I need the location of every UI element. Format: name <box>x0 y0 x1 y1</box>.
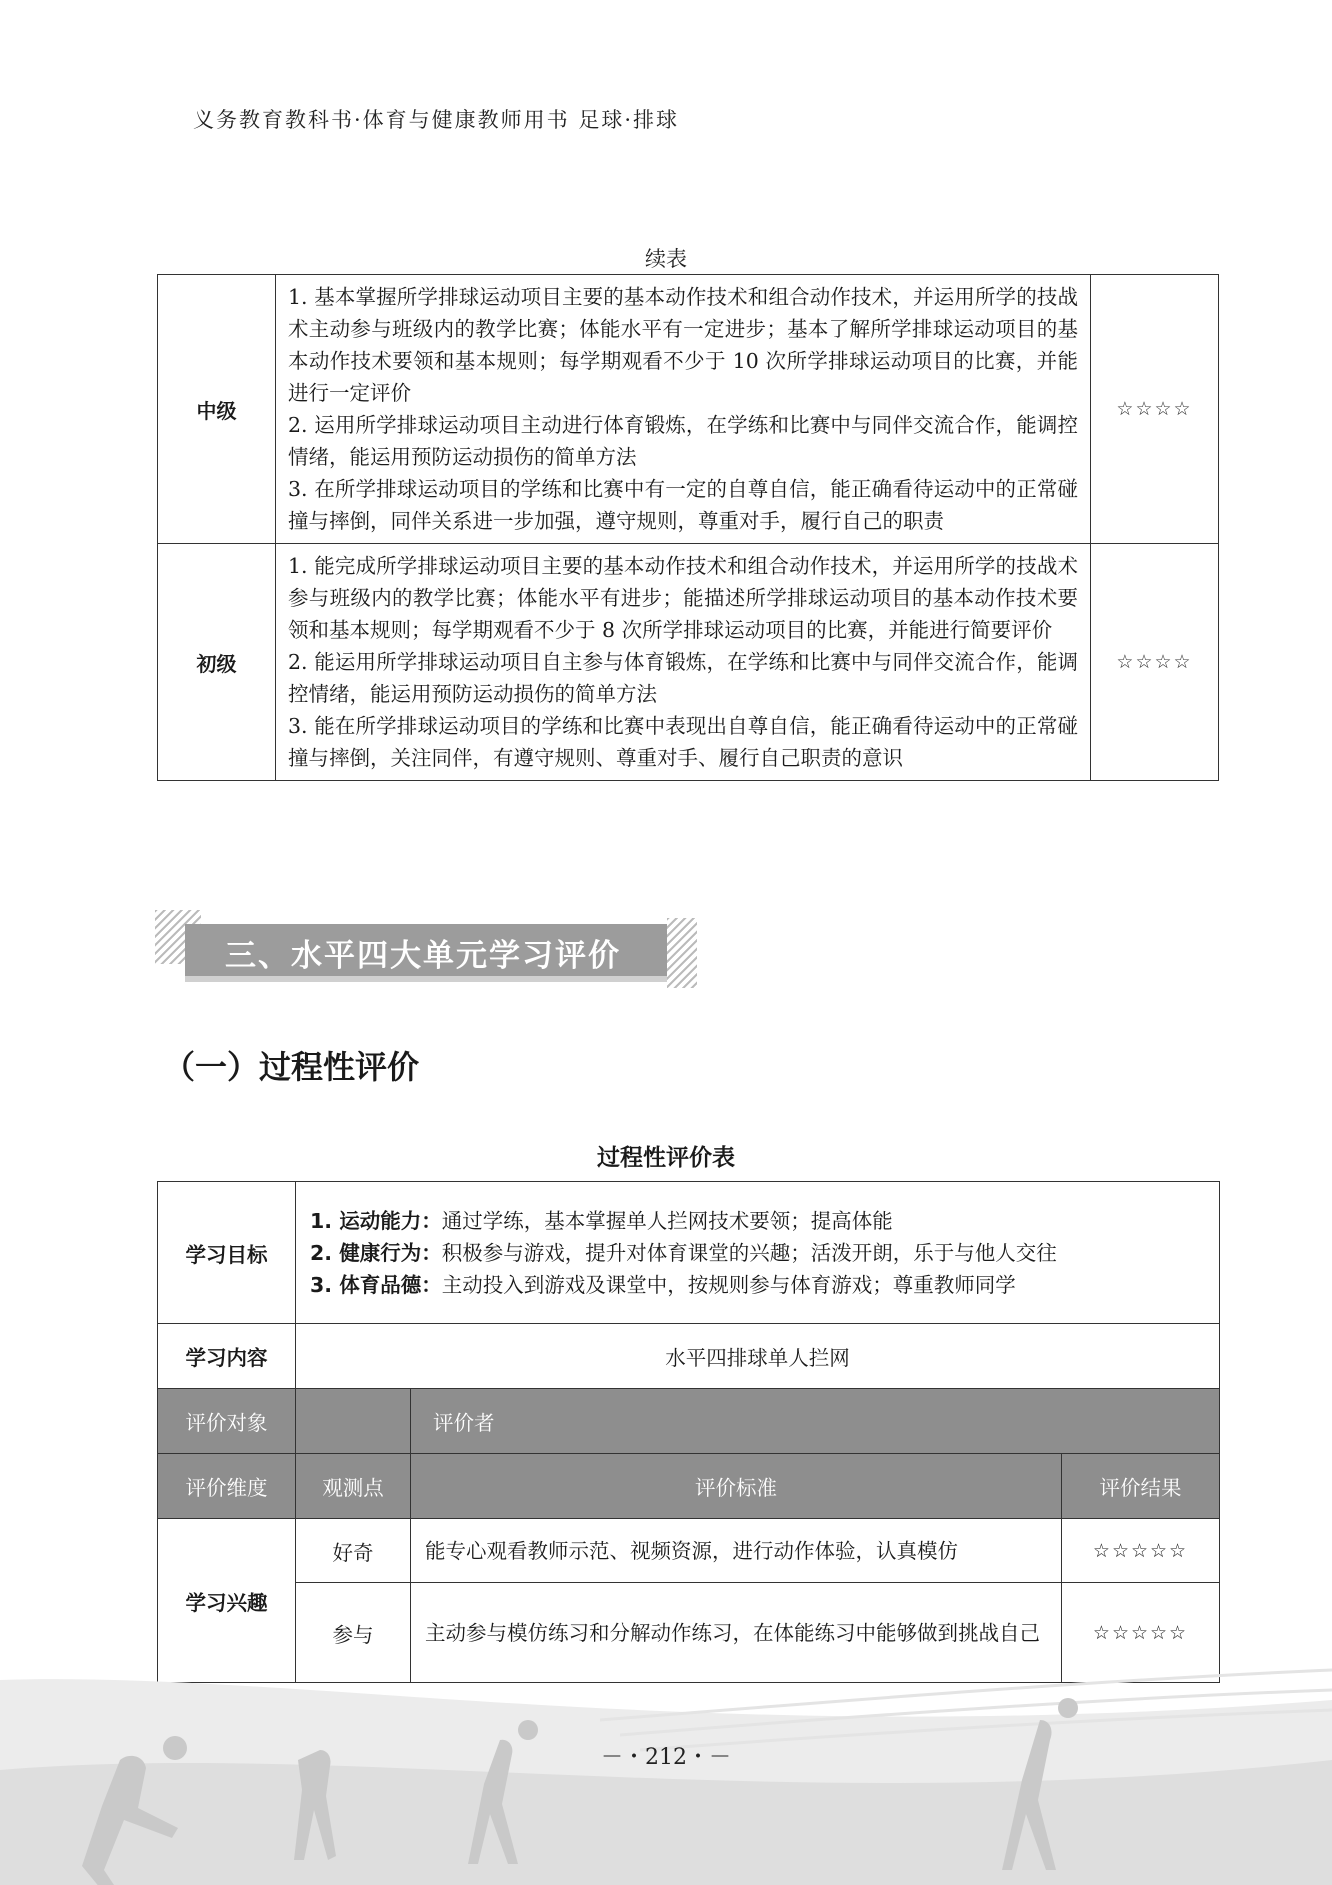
objective-item <box>310 1237 1205 1269</box>
objective-text: 主动投入到游戏及课堂中，按规则参与体育游戏；尊重教师同学 <box>441 1272 1016 1297</box>
content-label: 学习内容 <box>158 1324 296 1389</box>
evaluation-standard: 主动参与模仿练习和分解动作练习，在体能练习中能够做到挑战自己 <box>411 1583 1062 1683</box>
header-standard: 评价标准 <box>411 1454 1062 1519</box>
star-rating: ☆☆☆☆ <box>1091 544 1219 781</box>
objective-item <box>310 1269 1205 1301</box>
description-item: 2. 能运用所学排球运动项目自主参与体育锻炼，在学练和比赛中与同伴交流合作，能调控情绪，能运用预防运动损伤的简单方法 <box>288 650 1078 706</box>
table-row <box>158 1519 1220 1583</box>
running-header: 义务教育教科书·体育与健康教师用书 足球·排球 <box>193 108 680 132</box>
table-row <box>158 1182 1220 1324</box>
evaluator-label: 评价者 <box>433 1411 495 1435</box>
content-value: 水平四排球单人拦网 <box>296 1324 1220 1389</box>
star-rating: ☆☆☆☆☆ <box>1062 1583 1220 1683</box>
objective-item <box>310 1205 1205 1237</box>
banner-bar <box>185 924 679 982</box>
target-label: 评价对象 <box>158 1389 296 1454</box>
observation-point: 参与 <box>296 1583 411 1683</box>
description-item: 1. 能完成所学排球运动项目主要的基本动作技术和组合动作技术，并运用所学的技战术参与班级内的教学比赛；体能水平有进步；能描述所学排球运动项目的基本动作技术要领和基本规则；每学期观看不少于 8 次所学排球运动项目的比赛，并能进行简要评价 <box>288 554 1078 642</box>
section-banner <box>155 910 695 990</box>
page-number: －・212・－ <box>601 1745 731 1770</box>
objective-text: 积极参与游戏，提升对体育课堂的兴趣；活泼开朗，乐于与他人交往 <box>441 1240 1057 1265</box>
level-label: 初级 <box>158 544 276 781</box>
description-item: 3. 能在所学排球运动项目的学练和比赛中表现出自尊自信，能正确看待运动中的正常碰撞与摔倒，关注同伴，有遵守规则、尊重对手、履行自己职责的意识 <box>288 714 1078 770</box>
description-item: 3. 在所学排球运动项目的学练和比赛中有一定的自尊自信，能正确看待运动中的正常碰撞与摔倒，同伴关系进一步加强，遵守规则，尊重对手，履行自己的职责 <box>288 477 1078 533</box>
evaluator-cell <box>411 1389 1220 1454</box>
objective-key: 1. 运动能力： <box>310 1208 442 1233</box>
ball-icon <box>518 1720 538 1740</box>
table-row <box>158 275 1219 544</box>
objective-list <box>296 1182 1220 1324</box>
objective-key: 3. 体育品德： <box>310 1272 442 1297</box>
objective-text: 通过学练，基本掌握单人拦网技术要领；提高体能 <box>441 1208 893 1233</box>
header-point: 观测点 <box>296 1454 411 1519</box>
evaluation-table <box>157 1181 1220 1683</box>
star-rating: ☆☆☆☆ <box>1091 275 1219 544</box>
table-row <box>158 544 1219 781</box>
observation-point: 好奇 <box>296 1519 411 1583</box>
description-item: 2. 运用所学排球运动项目主动进行体育锻炼，在学练和比赛中与同伴交流合作，能调控情绪，能运用预防运动损伤的简单方法 <box>288 413 1078 469</box>
header-result: 评价结果 <box>1062 1454 1220 1519</box>
level-label: 中级 <box>158 275 276 544</box>
ball-icon <box>1058 1698 1078 1718</box>
level-description <box>276 275 1091 544</box>
continued-label: 续表 <box>645 247 687 271</box>
evaluation-standard: 能专心观看教师示范、视频资源，进行动作体验，认真模仿 <box>411 1519 1062 1583</box>
table-row <box>158 1389 1220 1454</box>
sub-heading: （一）过程性评价 <box>163 1048 420 1086</box>
objective-label: 学习目标 <box>158 1182 296 1324</box>
level-table <box>157 274 1219 781</box>
star-rating: ☆☆☆☆☆ <box>1062 1519 1220 1583</box>
table-title: 过程性评价表 <box>597 1145 735 1171</box>
banner-hatch-decoration <box>667 918 697 988</box>
header-dimension: 评价维度 <box>158 1454 296 1519</box>
section-title: 三、水平四大单元学习评价 <box>225 938 621 974</box>
table-row <box>158 1454 1220 1519</box>
target-value-cell <box>296 1389 411 1454</box>
description-item: 1. 基本掌握所学排球运动项目主要的基本动作技术和组合动作技术，并运用所学的技战术主动参与班级内的教学比赛；体能水平有一定进步；基本了解所学排球运动项目的基本动作技术要领和基本规则；每学期观看不少于 10 次所学排球运动项目的比赛，并能进行一定评价 <box>288 285 1078 405</box>
level-description <box>276 544 1091 781</box>
objective-key: 2. 健康行为： <box>310 1240 442 1265</box>
dimension-label: 学习兴趣 <box>158 1519 296 1683</box>
table-row <box>158 1324 1220 1389</box>
